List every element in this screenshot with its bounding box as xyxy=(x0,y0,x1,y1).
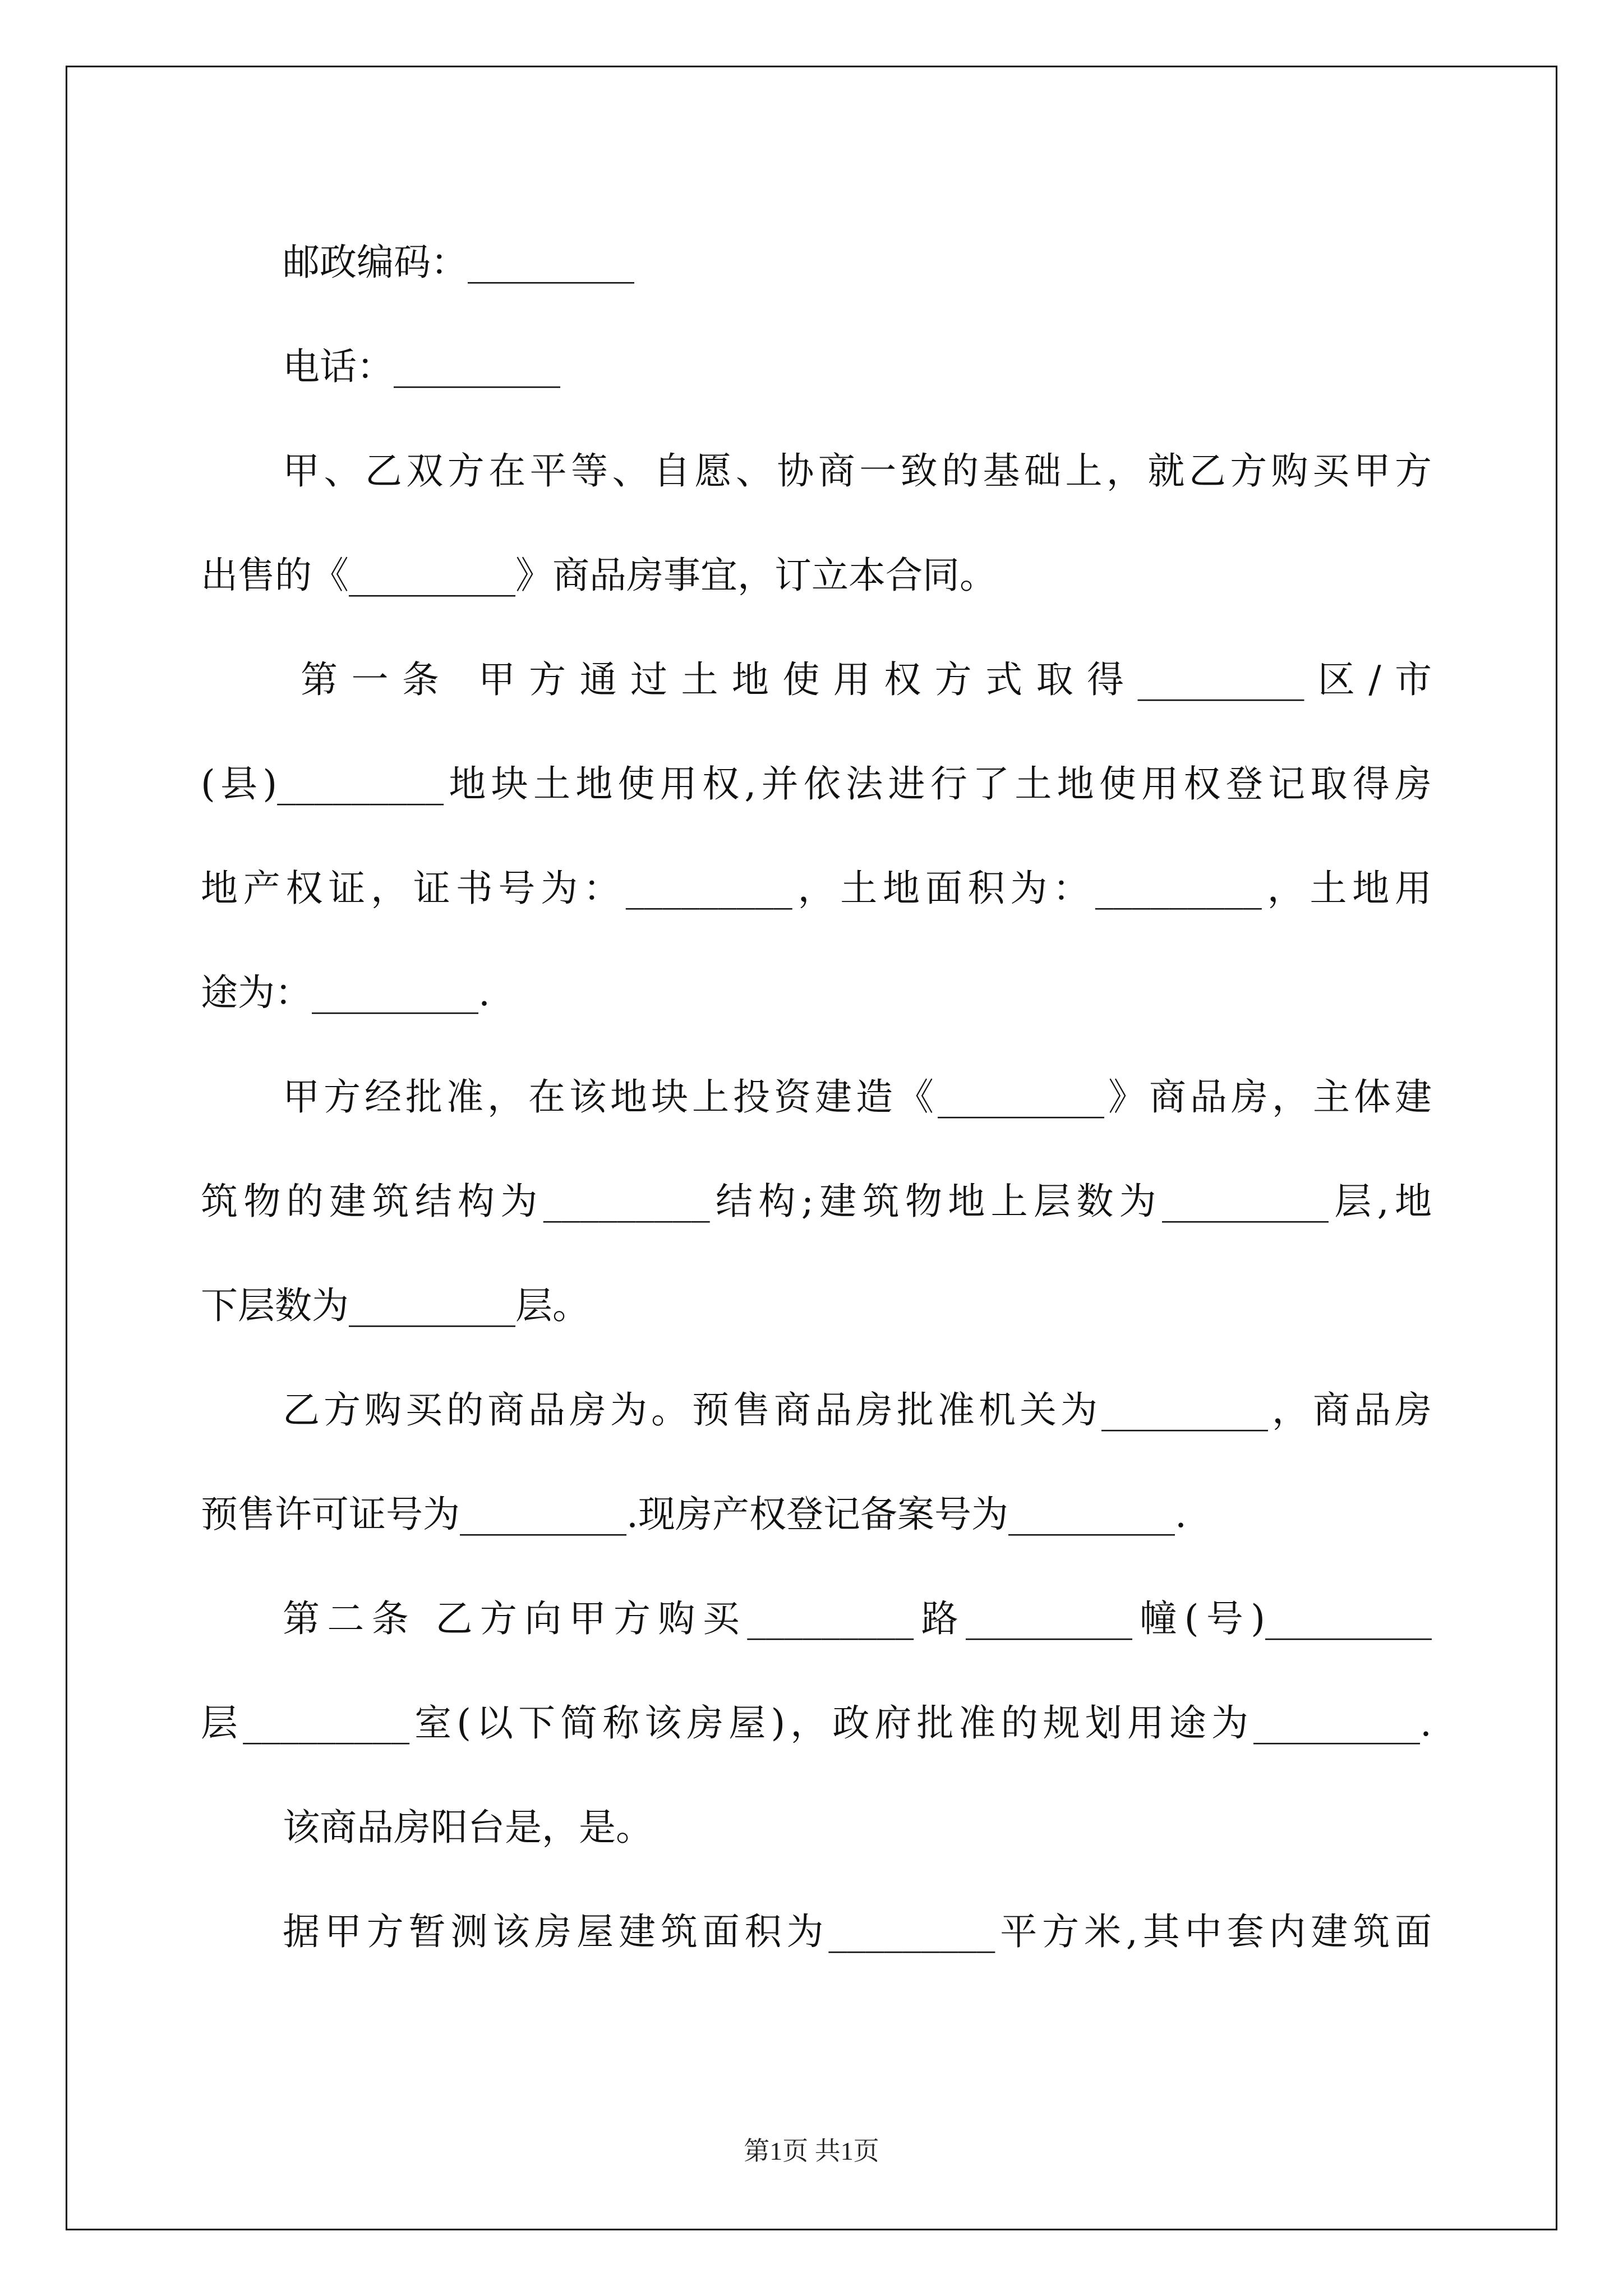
article-2-line-1: 第二条 乙方向甲方购买_________路_________幢(号)_________ xyxy=(283,1597,1432,1640)
balcony-line: 该商品房阳台是，是。 xyxy=(283,1806,653,1849)
presale-line-1: 乙方购买的商品房为。预售商品房批准机关为_________，商品房 xyxy=(283,1388,1432,1432)
article-1-line-3: 地产权证，证书号为：_________，土地面积为：_________，土地用 xyxy=(201,867,1432,910)
construction-line-3: 下层数为_________层。 xyxy=(201,1284,589,1327)
preamble-line-1: 甲、乙双方在平等、自愿、协商一致的基础上，就乙方购买甲方 xyxy=(283,449,1432,493)
document-body xyxy=(201,210,1432,1984)
construction-line-1: 甲方经批准，在该地块上投资建造《_________》商品房，主体建 xyxy=(283,1075,1432,1119)
article-1-line-4: 途为：_________. xyxy=(201,971,490,1014)
presale-line-2: 预售许可证号为_________.现房产权登记备案号为_________. xyxy=(201,1493,1187,1536)
preamble-line-2: 出售的《_________》商品房事宜，订立本合同。 xyxy=(201,554,997,597)
article-2-line-2: 层_________室(以下简称该房屋)，政府批准的规划用途为_________. xyxy=(201,1701,1432,1745)
phone-line: 电话：_________ xyxy=(283,345,560,388)
article-1-line-2: (县)_________地块土地使用权,并依法进行了土地使用权登记取得房 xyxy=(201,762,1432,806)
page-footer: 第1页 共1页 xyxy=(744,2137,879,2165)
construction-line-2: 筑物的建筑结构为_________结构;建筑物地上层数为_________层,地 xyxy=(201,1180,1432,1223)
article-1-line-1: 第一条 甲方通过土地使用权方式取得_________区/市 xyxy=(301,658,1432,701)
postal-code-line: 邮政编码：_________ xyxy=(283,241,634,284)
area-line: 据甲方暂测该房屋建筑面积为_________平方米,其中套内建筑面 xyxy=(283,1910,1432,1953)
